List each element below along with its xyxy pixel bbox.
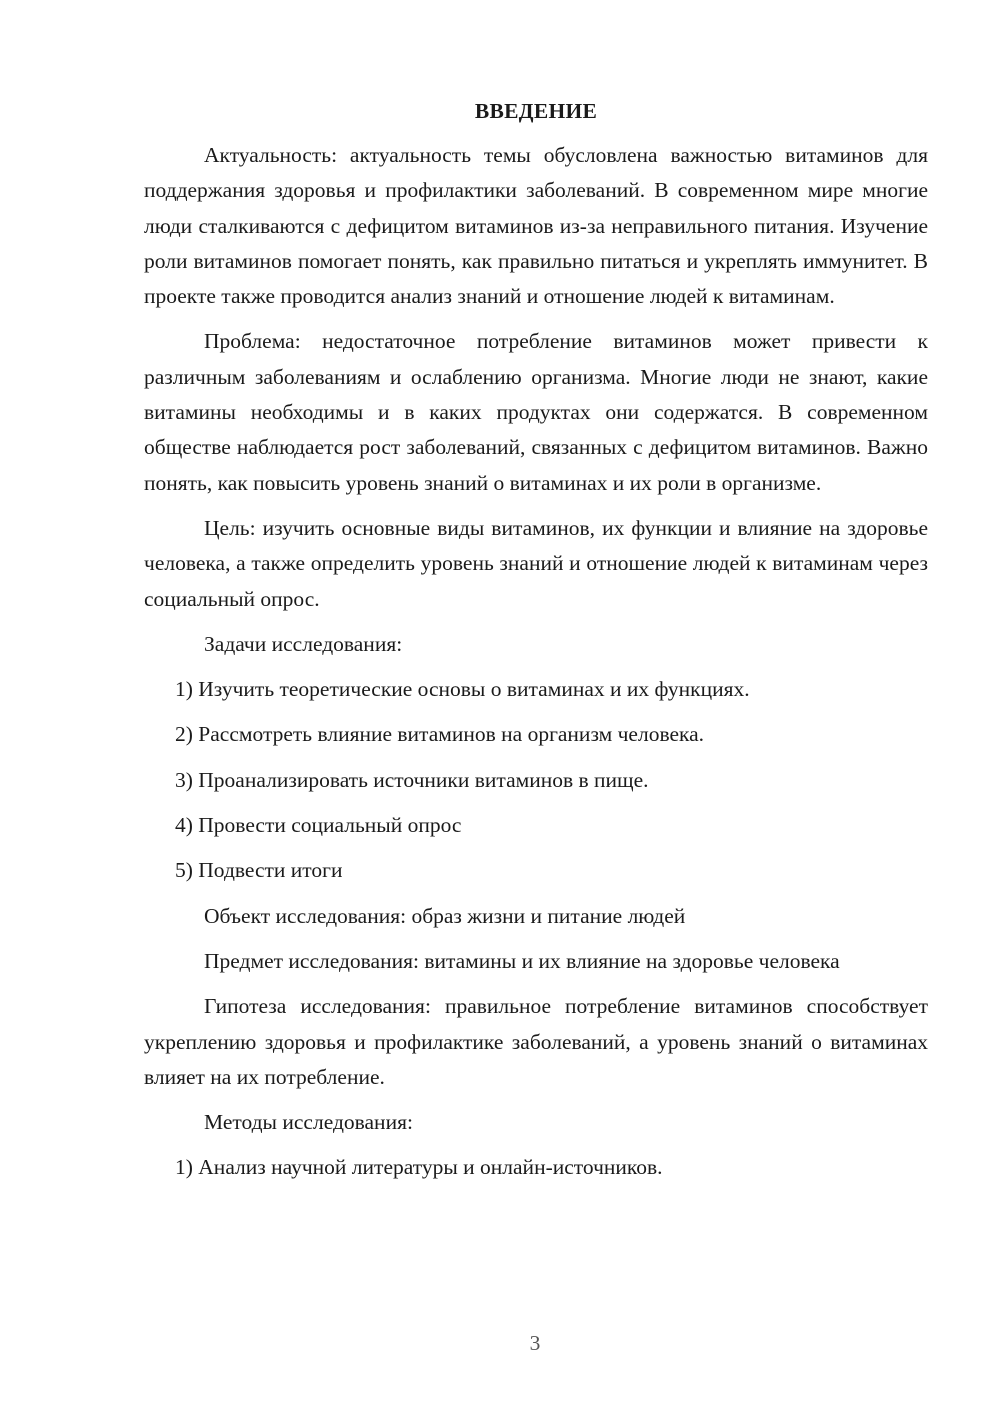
task-item: 3) Проанализировать источники витаминов в пище. bbox=[175, 767, 649, 792]
tasks-list bbox=[144, 672, 928, 888]
document-page bbox=[144, 96, 928, 1196]
problem-paragraph: Проблема: недостаточное потребление витаминов может привести к различным заболеваниям и ослаблению организма. Многие люди не знают, какие витамины необходимы и в каких продуктах они содержатся. В современном обществе наблюдается рост заболеваний, связанных с дефицитом витаминов. Важно понять, как повысить уровень знаний о витаминах и их роли в организме. bbox=[144, 329, 928, 495]
hypothesis-paragraph: Гипотеза исследования: правильное потребление витаминов способствует укреплению здоровья и профилактике заболеваний, а уровень знаний о витаминах влияет на их потребление. bbox=[144, 994, 928, 1089]
tasks-heading: Задачи исследования: bbox=[204, 631, 403, 656]
task-item: 2) Рассмотреть влияние витаминов на организм человека. bbox=[175, 722, 705, 747]
task-item: 4) Провести социальный опрос bbox=[175, 813, 462, 838]
task-item: 5) Подвести итоги bbox=[175, 858, 343, 883]
methods-list bbox=[144, 1150, 928, 1185]
subject-paragraph: Предмет исследования: витамины и их влияние на здоровье человека bbox=[204, 948, 840, 973]
page-number: 3 bbox=[529, 1331, 541, 1355]
method-item: 1) Анализ научной литературы и онлайн-источников. bbox=[175, 1155, 663, 1180]
task-item: 1) Изучить теоретические основы о витаминах и их функциях. bbox=[175, 677, 750, 702]
goal-paragraph: Цель: изучить основные виды витаминов, их функции и влияние на здоровье человека, а также определить уровень знаний и отношение людей к витаминам через социальный опрос. bbox=[144, 515, 928, 611]
relevance-paragraph: Актуальность: актуальность темы обусловлена важностью витаминов для поддержания здоровья и профилактики заболеваний. В современном мире многие люди сталкиваются с дефицитом витаминов из-за неправильного питания. Изучение роли витаминов помогает понять, как правильно питаться и укреплять иммунитет. В проекте также проводится анализ знаний и отношение людей к витаминам. bbox=[144, 143, 928, 309]
section-title: ВВЕДЕНИЕ bbox=[474, 99, 598, 123]
object-paragraph: Объект исследования: образ жизни и питание людей bbox=[204, 903, 686, 928]
methods-heading: Методы исследования: bbox=[204, 1110, 413, 1135]
